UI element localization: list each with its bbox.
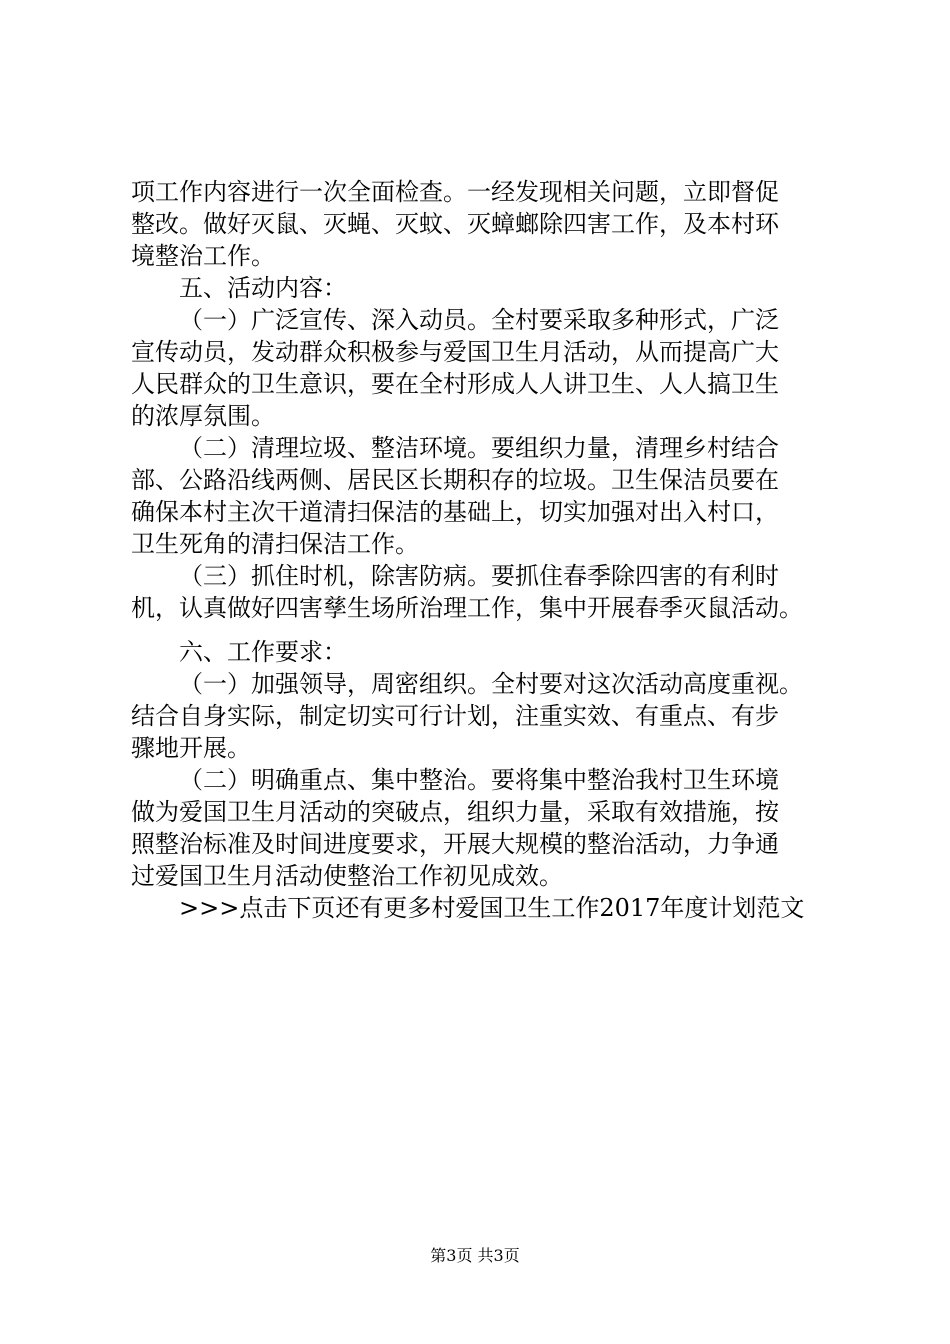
text-line-16: （一）加强领导，周密组织。全村要对这次活动高度重视。 xyxy=(179,670,803,698)
text-line-8: 的浓厚氛围。 xyxy=(131,402,275,430)
text-line-12: 卫生死角的清扫保洁工作。 xyxy=(131,530,419,558)
text-line-9: （二）清理垃圾、整洁环境。要组织力量，清理乡村结合 xyxy=(179,434,779,462)
page-number-footer: 第3页 共3页 xyxy=(430,1246,520,1265)
text-line-18: 骤地开展。 xyxy=(131,734,251,762)
section-heading-work-requirements: 六、工作要求： xyxy=(179,638,347,666)
text-line-6: 宣传动员，发动群众积极参与爱国卫生月活动，从而提高广大 xyxy=(131,338,779,366)
text-line-19: （二）明确重点、集中整治。要将集中整治我村卫生环境 xyxy=(179,766,779,794)
text-line-10: 部、公路沿线两侧、居民区长期积存的垃圾。卫生保洁员要在 xyxy=(131,466,779,494)
text-line-13: （三）抓住时机，除害防病。要抓住春季除四害的有利时 xyxy=(179,562,779,590)
text-line-2: 整改。做好灭鼠、灭蝇、灭蚊、灭蟑螂除四害工作，及本村环 xyxy=(131,210,779,238)
text-line-5: （一）广泛宣传、深入动员。全村要采取多种形式，广泛 xyxy=(179,306,779,334)
text-line-11: 确保本村主次干道清扫保洁的基础上，切实加强对出入村口， xyxy=(131,498,779,526)
text-line-17: 结合自身实际，制定切实可行计划，注重实效、有重点、有步 xyxy=(131,702,779,730)
next-page-link[interactable]: >>>点击下页还有更多村爱国卫生工作2017年度计划范文 xyxy=(179,894,805,922)
text-line-20: 做为爱国卫生月活动的突破点，组织力量，采取有效措施，按 xyxy=(131,798,779,826)
section-heading-activity-content: 五、活动内容： xyxy=(179,274,347,302)
text-line-3: 境整治工作。 xyxy=(131,242,275,270)
text-line-14: 机，认真做好四害孳生场所治理工作，集中开展春季灭鼠活动。 xyxy=(131,594,803,622)
text-line-7: 人民群众的卫生意识，要在全村形成人人讲卫生、人人搞卫生 xyxy=(131,370,779,398)
text-line-1: 项工作内容进行一次全面检查。一经发现相关问题，立即督促 xyxy=(131,178,779,206)
text-line-22: 过爱国卫生月活动使整治工作初见成效。 xyxy=(131,862,563,890)
text-line-21: 照整治标准及时间进度要求，开展大规模的整治活动，力争通 xyxy=(131,830,779,858)
